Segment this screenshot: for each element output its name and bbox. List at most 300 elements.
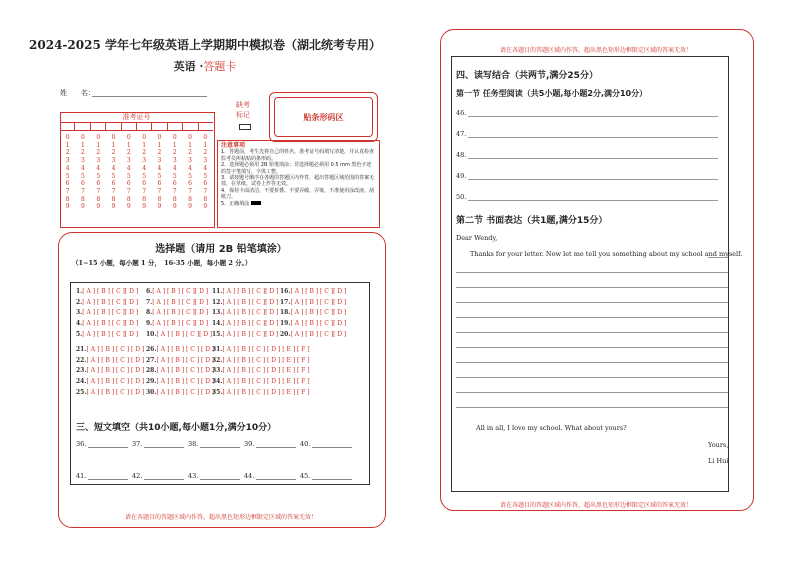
exam-id-digit-bubble[interactable]: 3 (157, 157, 162, 165)
exam-id-digit-bubble[interactable]: 2 (203, 149, 208, 157)
task-answer-line[interactable] (468, 158, 718, 159)
answer-options[interactable]: [ A ] [ B ] [ C ] [ D ] (86, 356, 145, 364)
exam-id-digit-bubble[interactable]: 6 (157, 180, 162, 188)
exam-id-digit-bubble[interactable]: 9 (157, 203, 162, 211)
exam-id-digit-bubble[interactable]: 5 (172, 172, 177, 180)
exam-id-digit-bubble[interactable]: 6 (111, 180, 116, 188)
cloze-blank[interactable] (132, 472, 188, 480)
question-number: 7. (146, 298, 153, 306)
exam-id-digit-bubble[interactable]: 5 (157, 172, 162, 180)
exam-id-bubble-grid[interactable] (60, 134, 213, 211)
exam-id-digit-bubble[interactable]: 8 (96, 195, 101, 203)
question-number: 5. (76, 331, 83, 339)
choice-item[interactable] (76, 288, 146, 295)
cloze-answer-line[interactable] (312, 479, 352, 480)
exam-id-digit-bubble[interactable]: 5 (111, 172, 116, 180)
question-number: 32. (212, 356, 223, 364)
answer-options[interactable]: [ A ] [ B ] [ C ][ D ] (290, 298, 347, 306)
task-number: 46. (456, 109, 467, 117)
answer-options[interactable]: [ A ] [ B ] [ C ] [ D ] [ E ] [ F ] (222, 356, 310, 364)
exam-id-digit-bubble[interactable]: 8 (157, 195, 162, 203)
choice-item[interactable] (76, 299, 146, 306)
section3-title: 三、短文填空（共10小题,每小题1分,满分10分） (76, 423, 277, 433)
cloze-blank[interactable] (300, 440, 356, 448)
task-answer-line[interactable] (468, 179, 718, 180)
answer-options[interactable]: [ A ] [ B ] [ C ][ D ] (82, 331, 139, 339)
choice-item[interactable] (212, 346, 312, 353)
answer-options[interactable]: [ A ] [ B ] [ C ][ D ] (222, 331, 279, 339)
question-number: 21. (76, 345, 87, 353)
exam-id-digit-bubble[interactable]: 4 (142, 164, 147, 172)
exam-id-digit-bubble[interactable]: 0 (96, 134, 101, 141)
absent-mark-label: 缺考 标记 (236, 101, 250, 119)
choice-item[interactable] (76, 331, 146, 338)
question-number: 12. (212, 298, 223, 306)
exam-id-digit-bubble[interactable]: 7 (172, 187, 177, 195)
exam-id-digit-bubble[interactable]: 6 (172, 180, 177, 188)
exam-id-digit-bubble[interactable]: 9 (142, 203, 147, 211)
exam-id-digit-bubble[interactable]: 8 (172, 195, 177, 203)
exam-id-column[interactable] (106, 134, 121, 211)
exam-id-column[interactable] (167, 134, 182, 211)
choice-item[interactable] (76, 357, 146, 364)
exam-id-digit-bubble[interactable]: 8 (111, 195, 116, 203)
exam-id-digit-bubble[interactable]: 7 (65, 187, 70, 195)
answer-options[interactable]: [ A ] [ B ] [ C ] [ D ] (86, 389, 145, 397)
essay-line[interactable] (456, 287, 728, 288)
exam-id-digit-bubble[interactable]: 2 (81, 149, 85, 157)
cloze-answer-line[interactable] (256, 447, 296, 448)
exam-id-column[interactable] (121, 134, 136, 211)
exam-id-digit-bubble[interactable]: 8 (142, 195, 147, 203)
exam-id-digit-bubble[interactable]: 8 (126, 195, 131, 203)
task-answer-line[interactable] (468, 200, 718, 201)
essay-line[interactable] (456, 272, 728, 273)
barcode-area: 贴条形码区 (274, 97, 373, 137)
exam-id-label: 准考证号 (60, 112, 213, 123)
answer-options[interactable]: [ A ] [ B ] [ C ] [ D ] (156, 345, 215, 353)
letter-opening: Thanks for your letter. Now let me tell you something about my school and myself. (470, 250, 743, 258)
exam-id-digit-bubble[interactable]: 8 (81, 195, 85, 203)
cloze-number: 44. (244, 472, 255, 480)
choice-item[interactable] (146, 356, 215, 364)
answer-options[interactable]: [ A ] [ B ] [ C ][ D ] (222, 320, 279, 328)
choice-item[interactable] (146, 345, 215, 353)
cloze-blank[interactable] (188, 472, 244, 480)
question-number: 8. (146, 309, 153, 317)
essay-line[interactable] (456, 347, 728, 348)
choice-item[interactable] (146, 320, 212, 327)
choice-item[interactable] (146, 389, 215, 397)
exam-id-digit-bubble[interactable]: 1 (96, 141, 101, 149)
exam-id-digit-bubble[interactable]: 2 (65, 149, 70, 157)
exam-id-column[interactable] (152, 134, 167, 211)
warning-right-bottom: 请在各题目的答题区域内作答，超出黑色矩形边框限定区域的答案无效！ (499, 502, 692, 509)
choice-item[interactable] (76, 320, 146, 327)
exam-id-digit-bubble[interactable]: 4 (188, 164, 192, 172)
exam-id-digit-bubble[interactable]: 2 (172, 149, 177, 157)
exam-id-digit-bubble[interactable]: 4 (81, 164, 85, 172)
choice-row (76, 344, 312, 355)
question-number: 15. (212, 331, 223, 339)
answer-options[interactable]: [ A ] [ B ] [ C ] [ D ] [ E ] [ F ] (222, 378, 310, 386)
choice-item[interactable] (212, 309, 280, 316)
choice-subtitle: （1~15 小题，每小题 1 分， 16-35 小题，每小题 2 分。） (72, 259, 252, 267)
cloze-answer-line[interactable] (88, 479, 128, 480)
exam-id-digit-bubble[interactable]: 7 (188, 187, 192, 195)
choice-item[interactable] (146, 299, 212, 306)
subject-label: 英语 · (173, 60, 204, 73)
cloze-number: 41. (76, 472, 87, 480)
exam-id-digit-bubble[interactable]: 6 (126, 180, 131, 188)
name-label: 姓 名： (60, 89, 95, 97)
exam-id-digit-bubble[interactable]: 7 (111, 187, 116, 195)
warning-left: 请在各题目的答题区域内作答，超出黑色矩形边框限定区域的答案无效！ (124, 514, 317, 521)
exam-id-digit-bubble[interactable]: 6 (81, 180, 85, 188)
choice-item[interactable] (280, 309, 350, 316)
exam-id-digit-bubble[interactable]: 1 (172, 141, 177, 149)
exam-id-digit-bubble[interactable]: 2 (157, 149, 162, 157)
choice-item[interactable] (76, 378, 146, 385)
question-number: 1. (76, 287, 83, 295)
question-number: 35. (212, 389, 223, 397)
cloze-number: 37. (132, 440, 143, 448)
choice-item[interactable] (212, 331, 280, 338)
exam-id-digit-bubble[interactable]: 0 (65, 134, 70, 141)
exam-id-column[interactable] (136, 134, 151, 211)
answer-options[interactable]: [ A ] [ B ] [ C ][ D ] (152, 320, 209, 328)
cloze-blank[interactable] (244, 472, 300, 480)
answer-options[interactable]: [ A ] [ B ] [ C ] [ D ] (156, 367, 215, 375)
exam-id-digit-bubble[interactable]: 6 (188, 180, 192, 188)
cloze-blank[interactable] (76, 440, 132, 448)
letter-signoff: Yours, (708, 441, 729, 449)
letter-greeting: Dear Wendy, (456, 234, 498, 242)
answer-options[interactable]: [ A ] [ B ] [ C ][ D ] (290, 320, 347, 328)
exam-id-digit-bubble[interactable]: 7 (96, 187, 101, 195)
exam-id-digit-bubble[interactable]: 7 (157, 187, 162, 195)
essay-line[interactable] (456, 392, 728, 393)
exam-id-digit-bubble[interactable]: 3 (126, 157, 131, 165)
choice-item[interactable] (212, 367, 312, 374)
choice-item[interactable] (212, 320, 280, 327)
question-number: 18. (280, 309, 291, 317)
exam-id-digit-bubble[interactable]: 0 (81, 134, 85, 141)
exam-id-digit-bubble[interactable]: 3 (172, 157, 177, 165)
exam-id-digit-bubble[interactable]: 3 (142, 157, 147, 165)
choice-item[interactable] (280, 320, 350, 327)
task-number: 47. (456, 130, 467, 138)
choice-row (76, 318, 350, 329)
exam-id-digit-bubble[interactable]: 0 (188, 134, 192, 141)
exam-id-digit-bubble[interactable]: 3 (65, 157, 70, 165)
exam-id-digit-bubble[interactable]: 1 (81, 141, 85, 149)
answer-options[interactable]: [ A ] [ B ] [ C ][ D ] (152, 298, 209, 306)
question-number: 25. (76, 389, 87, 397)
cloze-blank[interactable] (188, 440, 244, 448)
question-number: 16. (280, 287, 291, 295)
notes-box (217, 140, 380, 228)
exam-id-digit-bubble[interactable]: 6 (203, 180, 208, 188)
exam-id-digit-bubble[interactable]: 8 (203, 195, 208, 203)
exam-id-digit-bubble[interactable]: 5 (188, 172, 192, 180)
exam-id-digit-bubble[interactable]: 5 (81, 172, 85, 180)
exam-id-digit-bubble[interactable]: 1 (203, 141, 208, 149)
choice-group-2 (76, 344, 312, 398)
cloze-number: 38. (188, 440, 199, 448)
essay-line[interactable] (456, 407, 728, 408)
exam-id-digit-bubble[interactable]: 6 (65, 180, 70, 188)
exam-id-digit-bubble[interactable]: 9 (203, 203, 208, 211)
cloze-answer-line[interactable] (88, 447, 128, 448)
exam-id-column[interactable] (182, 134, 197, 211)
choice-row (76, 329, 350, 340)
question-number: 33. (212, 367, 223, 375)
choice-item[interactable] (280, 299, 350, 306)
exam-id-digit-bubble[interactable]: 9 (96, 203, 101, 211)
exam-id-digit-bubble[interactable]: 4 (65, 164, 70, 172)
answer-options[interactable]: [ A ] [ B ] [ C ][ D ] (290, 287, 347, 295)
essay-line[interactable] (456, 302, 728, 303)
cloze-number: 39. (244, 440, 255, 448)
cloze-row-2 (76, 472, 356, 480)
answer-options[interactable]: [ A ] [ B ] [ C ][ D ] (156, 331, 213, 339)
answer-options[interactable]: [ A ] [ B ] [ C ][ D ] (222, 309, 279, 317)
answer-options[interactable]: [ A ] [ B ] [ C ][ D ] (82, 309, 139, 317)
cloze-blank[interactable] (244, 440, 300, 448)
question-number: 30. (146, 389, 157, 397)
exam-id-digit-bubble[interactable]: 5 (142, 172, 147, 180)
notes-title: 注意事项 (221, 142, 246, 149)
choice-item[interactable] (280, 288, 350, 295)
exam-id-digit-bubble[interactable]: 0 (111, 134, 116, 141)
cloze-blank[interactable] (300, 472, 356, 480)
question-number: 9. (146, 320, 153, 328)
answer-options[interactable]: [ A ] [ B ] [ C ] [ D ] (86, 378, 145, 386)
question-number: 2. (76, 298, 83, 306)
question-number: 14. (212, 320, 223, 328)
exam-id-digit-bubble[interactable]: 9 (65, 203, 70, 211)
choice-item[interactable] (212, 299, 280, 306)
choice-row (76, 376, 312, 387)
part2-title: 第二节 书面表达（共1题,满分15分） (456, 216, 608, 226)
answer-options[interactable]: [ A ] [ B ] [ C ][ D ] (152, 287, 209, 295)
exam-id-digit-bubble[interactable]: 2 (111, 149, 116, 157)
choice-item[interactable] (212, 389, 312, 396)
choice-item[interactable] (146, 288, 212, 295)
exam-id-digit-bubble[interactable]: 3 (81, 157, 85, 165)
exam-id-digit-bubble[interactable]: 9 (188, 203, 192, 211)
question-number: 4. (76, 320, 83, 328)
task-number: 49. (456, 172, 467, 180)
notes-item: 3．请按题号顺序在各题的答题区内作答，超出答题区域范围的答案无效，在草纸、试卷上作答无效。 (221, 175, 375, 188)
exam-id-digit-bubble[interactable]: 7 (203, 187, 208, 195)
answer-options[interactable]: [ A ] [ B ] [ C ] [ D ] [ E ] [ F ] (222, 367, 310, 375)
choice-group-1 (76, 286, 350, 340)
exam-id-digit-bubble[interactable]: 1 (126, 141, 131, 149)
exam-id-digit-bubble[interactable]: 3 (203, 157, 208, 165)
answer-options[interactable]: [ A ] [ B ] [ C ][ D ] (82, 287, 139, 295)
answer-options[interactable]: [ A ] [ B ] [ C ] [ D ] (156, 378, 215, 386)
essay-line[interactable] (456, 362, 728, 363)
exam-id-digit-bubble[interactable]: 4 (96, 164, 101, 172)
question-number: 27. (146, 356, 157, 364)
name-field[interactable] (92, 96, 207, 97)
exam-id-digit-bubble[interactable]: 6 (96, 180, 101, 188)
exam-id-column[interactable] (91, 134, 106, 211)
exam-id-digit-bubble[interactable]: 4 (203, 164, 208, 172)
exam-id-digit-bubble[interactable]: 9 (172, 203, 177, 211)
choice-item[interactable] (212, 357, 312, 364)
exam-id-digit-bubble[interactable]: 1 (157, 141, 162, 149)
warning-right-top: 请在各题目的答题区域内作答，超出黑色矩形边框限定区域的答案无效！ (499, 47, 692, 54)
exam-id-digit-bubble[interactable]: 7 (81, 187, 85, 195)
task-number: 50. (456, 193, 467, 201)
exam-id-digit-bubble[interactable]: 0 (203, 134, 208, 141)
choice-item[interactable] (212, 288, 280, 295)
question-number: 13. (212, 309, 223, 317)
section4-title: 四、读写结合（共两节,满分25分） (456, 71, 598, 81)
cloze-answer-line[interactable] (312, 447, 352, 448)
question-number: 3. (76, 309, 83, 317)
exam-id-digit-bubble[interactable]: 0 (142, 134, 147, 141)
question-number: 22. (76, 356, 87, 364)
exam-id-digit-bubble[interactable]: 4 (126, 164, 131, 172)
answer-options[interactable]: [ A ] [ B ] [ C ][ D ] (82, 298, 139, 306)
cloze-number: 42. (132, 472, 143, 480)
choice-item[interactable] (146, 309, 212, 316)
notes-item: 1．答题前，考生先将自己的姓名、准考证号码填写清楚，并认真检查监考员所粘贴的条形码。 (221, 149, 375, 162)
exam-id-digit-bubble[interactable]: 1 (65, 141, 70, 149)
notes-example: 5．正确填涂 (221, 201, 376, 207)
answer-options[interactable]: [ A ] [ B ] [ C ][ D ] (222, 298, 279, 306)
exam-id-digit-bubble[interactable]: 2 (188, 149, 192, 157)
exam-id-digit-bubble[interactable]: 9 (111, 203, 116, 211)
task-answer-line[interactable] (468, 137, 718, 138)
exam-id-digit-bubble[interactable]: 7 (142, 187, 147, 195)
notes-item: 2．选择题必须用 2B 铅笔填涂；非选择题必须用 0.5 mm 黑色字迹的签字笔填写，字体工整。 (221, 162, 372, 175)
exam-id-digit-bubble[interactable]: 4 (172, 164, 177, 172)
exam-id-digit-bubble[interactable]: 0 (172, 134, 177, 141)
answer-options[interactable]: [ A ] [ B ] [ C ] [ D ] [ E ] [ F ] (222, 345, 310, 353)
choice-item[interactable] (76, 367, 146, 374)
exam-id-digit-bubble[interactable]: 2 (142, 149, 147, 157)
exam-id-digit-bubble[interactable]: 2 (96, 149, 101, 157)
choice-item[interactable] (146, 367, 215, 375)
exam-id-digit-bubble[interactable]: 3 (96, 157, 101, 165)
exam-id-digit-bubble[interactable]: 9 (81, 203, 85, 211)
exam-id-column[interactable] (75, 134, 90, 211)
exam-id-digit-bubble[interactable]: 8 (188, 195, 192, 203)
exam-id-write-boxes[interactable] (60, 123, 213, 131)
cloze-number: 45. (300, 472, 311, 480)
answer-options[interactable]: [ A ] [ B ] [ C ] [ D ] [ E ] [ F ] (222, 389, 310, 397)
answer-options[interactable]: [ A ] [ B ] [ C ][ D ] (82, 320, 139, 328)
question-number: 6. (146, 287, 153, 295)
cloze-blank[interactable] (76, 472, 132, 480)
exam-id-digit-bubble[interactable]: 6 (142, 180, 147, 188)
question-number: 17. (280, 298, 291, 306)
exam-id-digit-bubble[interactable]: 4 (111, 164, 116, 172)
essay-line[interactable] (456, 377, 728, 378)
exam-id-digit-bubble[interactable]: 8 (65, 195, 70, 203)
answer-options[interactable]: [ A ] [ B ] [ C ] [ D ] (86, 345, 145, 353)
cloze-blank[interactable] (132, 440, 188, 448)
choice-item[interactable] (76, 309, 146, 316)
exam-id-digit-bubble[interactable]: 9 (126, 203, 131, 211)
exam-id-digit-bubble[interactable]: 1 (188, 141, 192, 149)
question-number: 11. (212, 287, 223, 295)
choice-item[interactable] (212, 378, 312, 385)
answer-options[interactable]: [ A ] [ B ] [ C ][ D ] (152, 309, 209, 317)
exam-id-digit-bubble[interactable]: 3 (188, 157, 192, 165)
exam-id-digit-bubble[interactable]: 2 (126, 149, 131, 157)
choice-item[interactable] (146, 331, 212, 338)
cloze-number: 36. (76, 440, 87, 448)
question-number: 24. (76, 378, 87, 386)
cloze-answer-line[interactable] (144, 447, 184, 448)
exam-id-digit-bubble[interactable]: 5 (65, 172, 70, 180)
opening-blank[interactable] (708, 257, 728, 258)
choice-item[interactable] (280, 331, 350, 338)
absent-mark-box[interactable] (239, 124, 251, 130)
exam-id-digit-bubble[interactable]: 5 (96, 172, 101, 180)
letter-closing: All in all, I love my school. What about yours? (476, 424, 627, 432)
card-label: 答题卡 (203, 60, 237, 73)
exam-id-column[interactable] (198, 134, 213, 211)
exam-id-digit-bubble[interactable]: 7 (126, 187, 131, 195)
task-number: 48. (456, 151, 467, 159)
answer-options[interactable]: [ A ] [ B ] [ C ][ D ] (290, 309, 347, 317)
exam-id-digit-bubble[interactable]: 0 (126, 134, 131, 141)
question-number: 20. (280, 331, 291, 339)
exam-id-digit-bubble[interactable]: 5 (203, 172, 208, 180)
answer-options[interactable]: [ A ] [ B ] [ C ][ D ] (290, 331, 347, 339)
exam-id-digit-bubble[interactable]: 4 (157, 164, 162, 172)
cloze-answer-line[interactable] (256, 479, 296, 480)
answer-options[interactable]: [ A ] [ B ] [ C ][ D ] (222, 287, 279, 295)
choice-item[interactable] (76, 389, 146, 396)
letter-signature: Li Hui (708, 457, 729, 465)
choice-item[interactable] (76, 346, 146, 353)
cloze-row-1 (76, 440, 356, 448)
cloze-answer-line[interactable] (144, 479, 184, 480)
cloze-number: 43. (188, 472, 199, 480)
choice-item[interactable] (146, 378, 215, 386)
exam-id-digit-bubble[interactable]: 3 (111, 157, 116, 165)
choice-row (76, 366, 312, 377)
cloze-answer-line[interactable] (200, 479, 240, 480)
exam-id-column[interactable] (60, 134, 75, 211)
question-number: 26. (146, 345, 157, 353)
exam-id-digit-bubble[interactable]: 1 (111, 141, 116, 149)
essay-line[interactable] (456, 317, 728, 318)
task-answer-line[interactable] (468, 116, 718, 117)
answer-options[interactable]: [ A ] [ B ] [ C ] [ D ] (156, 389, 215, 397)
answer-options[interactable]: [ A ] [ B ] [ C ] [ D ] (86, 367, 145, 375)
exam-id-digit-bubble[interactable]: 5 (126, 172, 131, 180)
card-subtitle (0, 58, 410, 74)
question-number: 29. (146, 378, 157, 386)
essay-line[interactable] (456, 332, 728, 333)
answer-options[interactable]: [ A ] [ B ] [ C ] [ D ] (156, 356, 215, 364)
exam-id-digit-bubble[interactable]: 1 (142, 141, 147, 149)
filled-mark-example (251, 201, 261, 205)
cloze-answer-line[interactable] (200, 447, 240, 448)
choice-row (76, 387, 312, 398)
question-number: 19. (280, 320, 291, 328)
exam-id-digit-bubble[interactable]: 0 (157, 134, 162, 141)
